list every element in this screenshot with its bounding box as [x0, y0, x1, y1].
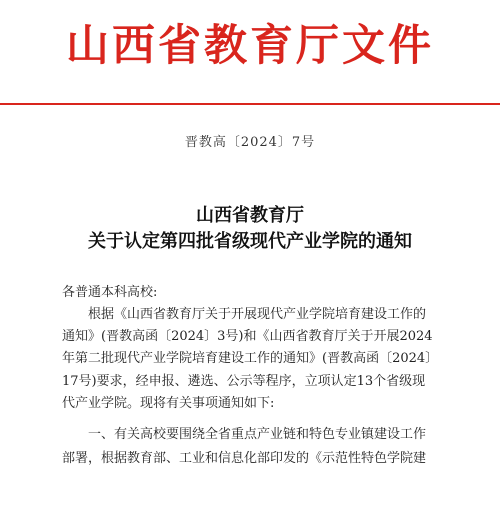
body-line: 一、有关高校要围绕全省重点产业链和特色专业镇建设工作	[88, 427, 427, 442]
body-line: 部署，根据教育部、工业和信息化部印发的《示范性特色学院建	[62, 451, 427, 466]
document-number: 晋教高〔2024〕7号	[184, 135, 316, 150]
document-title-issuer: 山西省教育厅	[196, 205, 304, 226]
body-line: 17号)要求，经申报、遴选、公示等程序，立项认定13个省级现	[62, 374, 426, 389]
body-line: 通知》(晋教高函〔2024〕3号)和《山西省教育厅关于开展2024	[62, 329, 433, 344]
body-line: 代产业学院。现将有关事项通知如下:	[62, 396, 275, 411]
document-title-subject: 关于认定第四批省级现代产业学院的通知	[88, 231, 412, 252]
masthead: 山西省教育厅文件	[66, 21, 434, 71]
body-line: 根据《山西省教育厅关于开展现代产业学院培育建设工作的	[88, 307, 427, 322]
masthead-red-rule	[0, 103, 500, 105]
salutation: 各普通本科高校:	[62, 285, 158, 300]
body-line: 年第二批现代产业学院培育建设工作的通知》(晋教高函〔2024〕	[62, 351, 439, 366]
